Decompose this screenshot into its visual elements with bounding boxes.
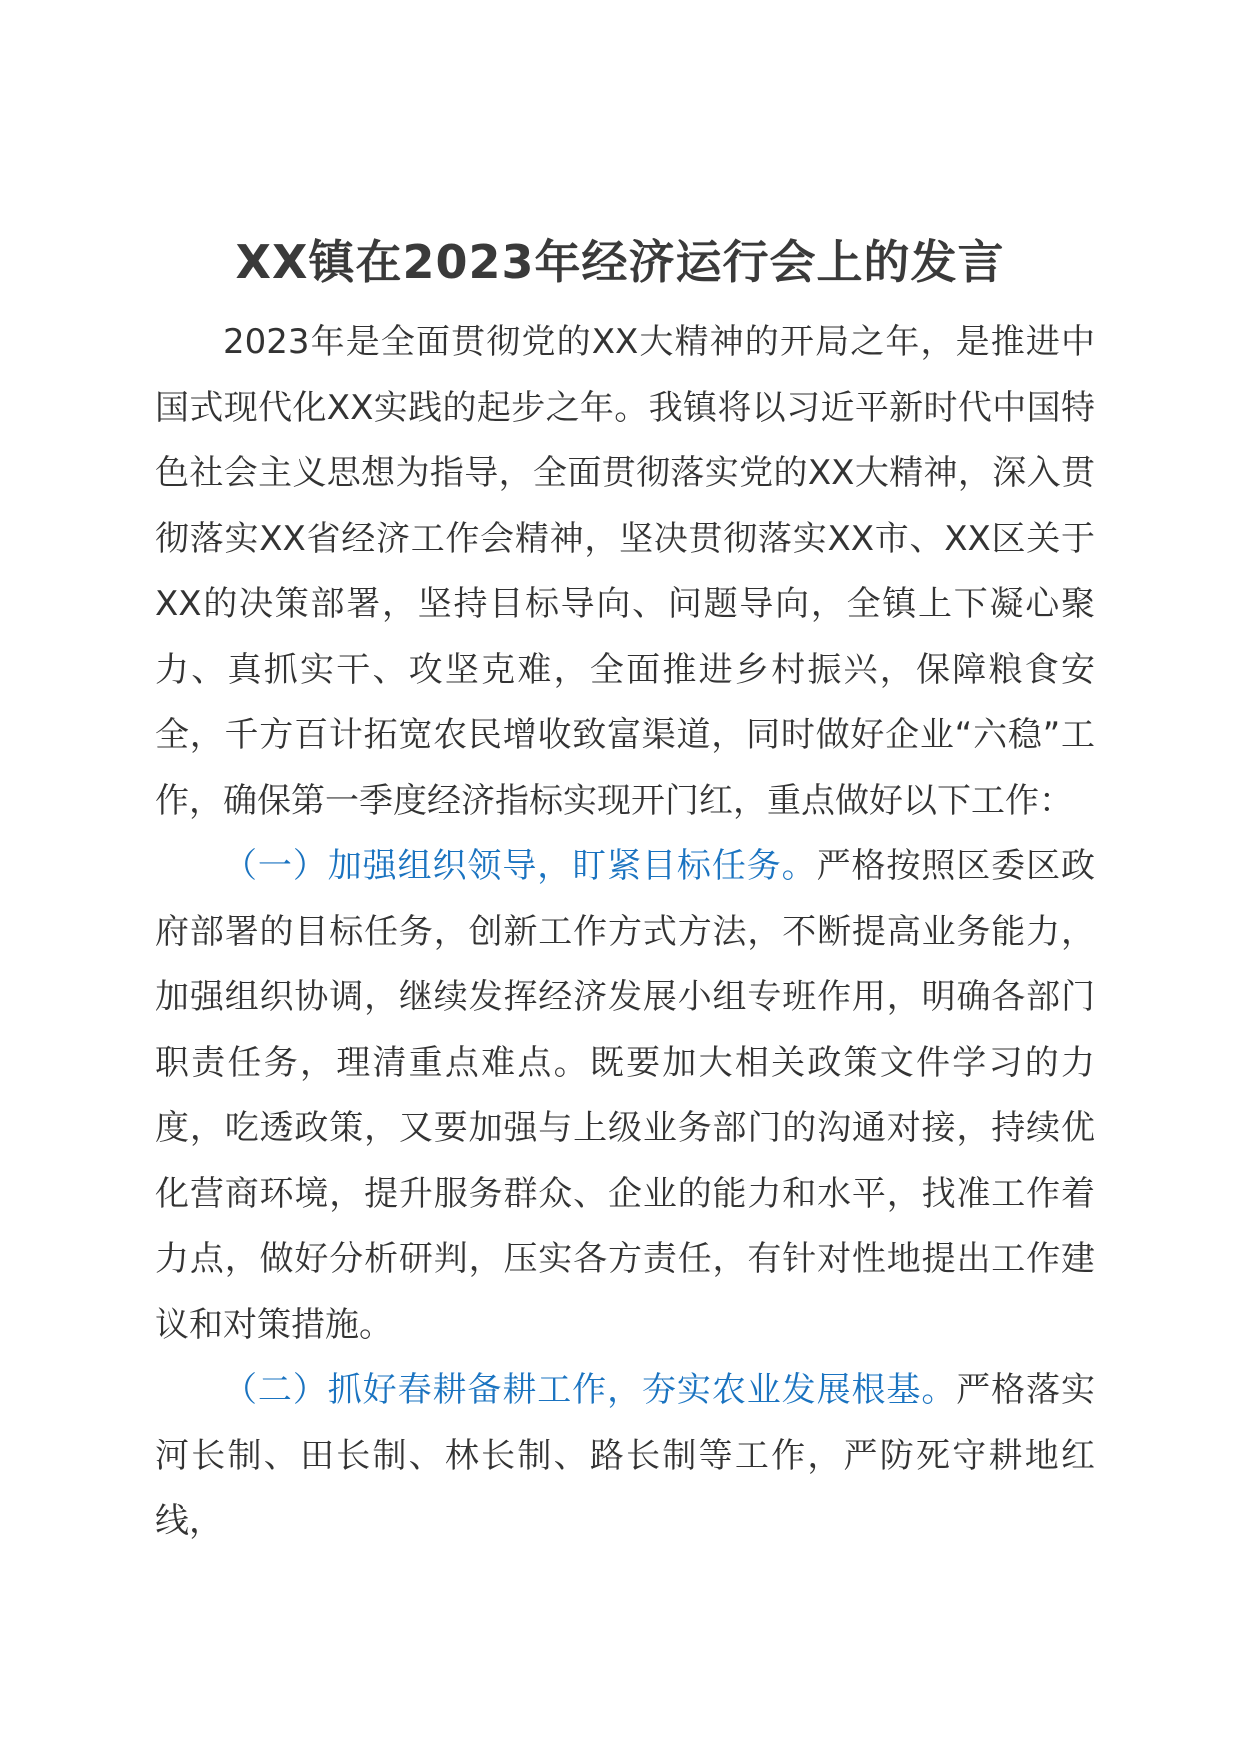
paragraph-intro (155, 310, 1095, 834)
section-heading-1: （一）加强组织领导，盯紧目标任务。 (223, 846, 817, 886)
document-body (155, 310, 1095, 1555)
paragraph-text: 严格落实河长制、田长制、林长制、路长制等工作，严防死守耕地红线， (155, 1370, 1095, 1541)
paragraph-section-1 (155, 834, 1095, 1358)
paragraph-text: 2023年是全面贯彻党的XX大精神的开局之年，是推进中国式现代化XX实践的起步之年。我镇将以习近平新时代中国特色社会主义思想为指导，全面贯彻落实党的XX大精神，深入贯彻落实XX省经济工作会精神，坚决贯彻落实XX市、XX区关于XX的决策部署，坚持目标导向、问题导向，全镇上下凝心聚力、真抓实干、攻坚克难，全面推进乡村振兴，保障粮食安全，千方百计拓宽农民增收致富渠道，同时做好企业“六稳”工作，确保第一季度经济指标实现开门红，重点做好以下工作： (155, 322, 1095, 821)
section-heading-2: （二）抓好春耕备耕工作，夯实农业发展根基。 (223, 1370, 957, 1410)
paragraph-text: 严格按照区委区政府部署的目标任务，创新工作方式方法，不断提高业务能力，加强组织协调，继续发挥经济发展小组专班作用，明确各部门职责任务，理清重点难点。既要加大相关政策文件学习的力度，吃透政策，又要加强与上级业务部门的沟通对接，持续优化营商环境，提升服务群众、企业的能力和水平，找准工作着力点，做好分析研判，压实各方责任，有针对性地提出工作建议和对策措施。 (155, 846, 1096, 1345)
document-title: XX镇在2023年经济运行会上的发言 (235, 235, 1005, 289)
paragraph-section-2 (155, 1358, 1095, 1555)
